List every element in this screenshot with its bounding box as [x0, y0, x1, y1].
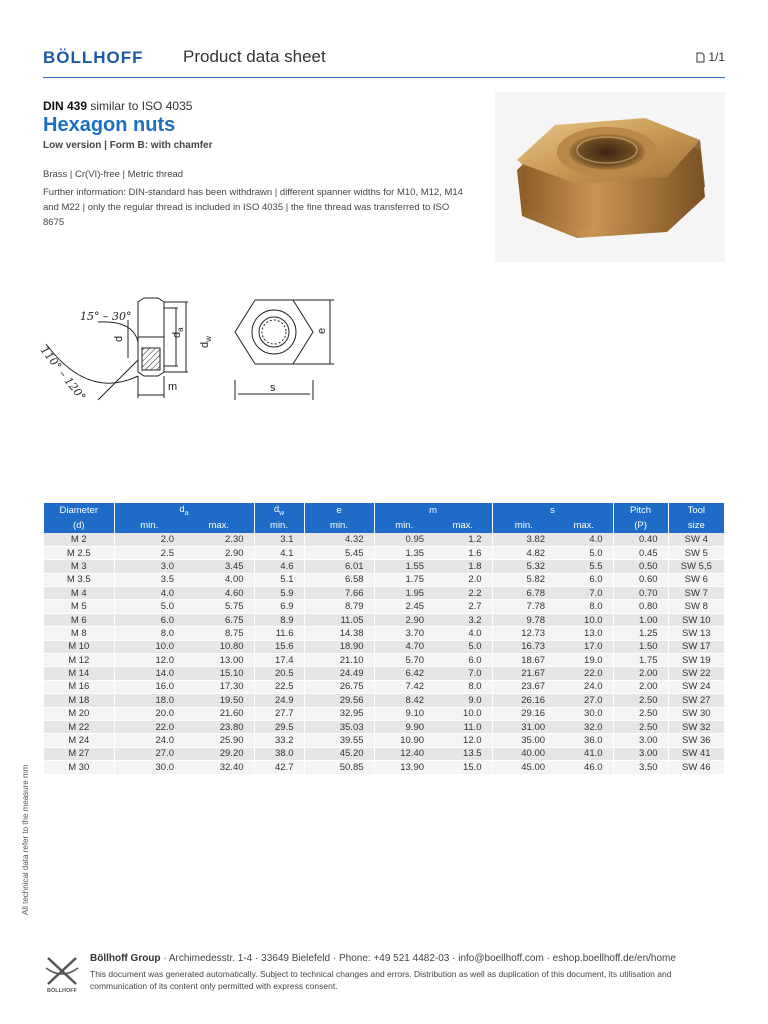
table-cell: M 20 — [44, 707, 114, 720]
table-cell: 13.90 — [374, 761, 434, 774]
table-cell: 24.0 — [555, 680, 613, 693]
table-cell: 7.42 — [374, 680, 434, 693]
product-subtitle: Low version | Form B: with chamfer — [43, 140, 213, 151]
page-indicator — [696, 50, 725, 64]
table-cell: 15.6 — [254, 640, 304, 653]
table-cell: 40.00 — [492, 747, 555, 760]
document-title: Product data sheet — [183, 47, 326, 66]
table-cell: 4.0 — [555, 533, 613, 546]
table-cell: 2.50 — [613, 694, 668, 707]
company-logo: BÖLLHOFF — [43, 48, 144, 67]
table-cell: 20.0 — [114, 707, 184, 720]
table-cell: 7.66 — [304, 587, 374, 600]
table-cell: 4.0 — [114, 587, 184, 600]
table-cell: 7.0 — [434, 667, 492, 680]
table-cell: M 6 — [44, 613, 114, 626]
table-cell: 10.80 — [184, 640, 254, 653]
table-cell: 50.85 — [304, 761, 374, 774]
table-cell: 9.78 — [492, 613, 555, 626]
header-size: size — [668, 518, 724, 533]
table-cell: 22.5 — [254, 680, 304, 693]
table-cell: 7.78 — [492, 600, 555, 613]
table-cell: SW 6 — [668, 573, 724, 586]
table-cell: 2.2 — [434, 587, 492, 600]
product-properties: Brass | Cr(VI)-free | Metric thread — [43, 169, 184, 180]
table-cell: 2.50 — [613, 720, 668, 733]
table-row — [44, 734, 724, 747]
table-cell: 15.0 — [434, 761, 492, 774]
table-cell: SW 7 — [668, 587, 724, 600]
header-e: e — [304, 503, 374, 518]
page-number: 1/1 — [708, 50, 725, 64]
table-cell: 27.0 — [555, 694, 613, 707]
table-cell: 46.0 — [555, 761, 613, 774]
table-cell: 22.0 — [114, 720, 184, 733]
table-cell: 8.0 — [114, 627, 184, 640]
table-row — [44, 640, 724, 653]
table-cell: 27.0 — [114, 747, 184, 760]
label-m: m — [168, 381, 178, 393]
header-da-min: min. — [114, 518, 184, 533]
footer-contact — [90, 953, 676, 964]
table-cell: 8.42 — [374, 694, 434, 707]
table-cell: SW 36 — [668, 734, 724, 747]
table-cell: SW 17 — [668, 640, 724, 653]
table-cell: SW 10 — [668, 613, 724, 626]
table-cell: SW 4 — [668, 533, 724, 546]
table-cell: 2.5 — [114, 546, 184, 559]
table-cell: 10.90 — [374, 734, 434, 747]
table-cell: 11.05 — [304, 613, 374, 626]
measure-note: All technical data refer to the measure mm — [21, 764, 30, 915]
table-cell: 3.0 — [114, 560, 184, 573]
hexagon-nut-image — [495, 92, 725, 262]
table-cell: 2.45 — [374, 600, 434, 613]
table-cell: 35.03 — [304, 720, 374, 733]
table-cell: 1.6 — [434, 546, 492, 559]
table-cell: 4.82 — [492, 546, 555, 559]
table-cell: 32.95 — [304, 707, 374, 720]
product-photo — [495, 92, 725, 262]
table-cell: 32.0 — [555, 720, 613, 733]
table-cell: 3.50 — [613, 761, 668, 774]
table-cell: 42.7 — [254, 761, 304, 774]
table-cell: 6.0 — [434, 654, 492, 667]
header-e-min: min. — [304, 518, 374, 533]
table-cell: 29.16 — [492, 707, 555, 720]
table-cell: 12.0 — [114, 654, 184, 667]
table-cell: 6.78 — [492, 587, 555, 600]
header-d: (d) — [44, 518, 114, 533]
table-cell: 27.7 — [254, 707, 304, 720]
table-cell: 20.5 — [254, 667, 304, 680]
table-cell: 6.0 — [555, 573, 613, 586]
table-cell: 6.58 — [304, 573, 374, 586]
product-title: Hexagon nuts — [43, 114, 176, 136]
table-cell: 23.80 — [184, 720, 254, 733]
table-cell: 35.00 — [492, 734, 555, 747]
table-cell: M 14 — [44, 667, 114, 680]
table-cell: 1.25 — [613, 627, 668, 640]
table-row — [44, 627, 724, 640]
header-m: m — [374, 503, 492, 518]
table-cell: 7.0 — [555, 587, 613, 600]
table-row — [44, 720, 724, 733]
table-cell: M 10 — [44, 640, 114, 653]
table-cell: SW 32 — [668, 720, 724, 733]
table-cell: 5.1 — [254, 573, 304, 586]
table-cell: 0.40 — [613, 533, 668, 546]
table-row — [44, 573, 724, 586]
table-row — [44, 761, 724, 774]
table-cell: 19.50 — [184, 694, 254, 707]
table-cell: 1.75 — [613, 654, 668, 667]
table-cell: 1.8 — [434, 560, 492, 573]
header-da-max: max. — [184, 518, 254, 533]
table-cell: 8.0 — [434, 680, 492, 693]
table-cell: 4.0 — [434, 627, 492, 640]
table-cell: 0.45 — [613, 546, 668, 559]
table-cell: 9.10 — [374, 707, 434, 720]
table-cell: 5.5 — [555, 560, 613, 573]
table-cell: 8.75 — [184, 627, 254, 640]
table-cell: 4.00 — [184, 573, 254, 586]
table-cell: M 2.5 — [44, 546, 114, 559]
table-cell: 6.75 — [184, 613, 254, 626]
table-cell: 45.20 — [304, 747, 374, 760]
table-cell: 5.0 — [434, 640, 492, 653]
angle-label-2: 110° – 120° — [38, 343, 89, 404]
label-d: d — [113, 335, 125, 342]
footer-logo-icon — [42, 954, 82, 994]
table-cell: 10.0 — [555, 613, 613, 626]
table-cell: 1.2 — [434, 533, 492, 546]
table-cell: 1.00 — [613, 613, 668, 626]
table-cell: 6.42 — [374, 667, 434, 680]
footer-logo-text: BÖLLHOFF — [47, 988, 77, 994]
table-cell: 17.30 — [184, 680, 254, 693]
table-cell: 45.00 — [492, 761, 555, 774]
table-cell: 24.0 — [114, 734, 184, 747]
table-cell: 5.32 — [492, 560, 555, 573]
table-cell: M 3 — [44, 560, 114, 573]
table-cell: 23.67 — [492, 680, 555, 693]
table-cell: 2.30 — [184, 533, 254, 546]
table-cell: 13.5 — [434, 747, 492, 760]
further-information: Further information: DIN-standard has been withdrawn | different spanner widths for M10, M12, M14 and M22 | only the regular thread is included in ISO 4035 | the fine thread was transferred to ISO 8675 — [43, 187, 463, 228]
table-cell: 32.40 — [184, 761, 254, 774]
table-cell: 9.90 — [374, 720, 434, 733]
table-cell: 26.16 — [492, 694, 555, 707]
table-cell: 26.75 — [304, 680, 374, 693]
table-cell: 3.5 — [114, 573, 184, 586]
table-row — [44, 667, 724, 680]
table-cell: 21.10 — [304, 654, 374, 667]
table-cell: M 2 — [44, 533, 114, 546]
header-dw-min: min. — [254, 518, 304, 533]
table-row — [44, 587, 724, 600]
label-dw: $d_w$ — [199, 336, 213, 348]
table-cell: SW 5,5 — [668, 560, 724, 573]
table-cell: 18.67 — [492, 654, 555, 667]
page-header — [43, 44, 725, 78]
table-cell: 17.4 — [254, 654, 304, 667]
table-cell: SW 19 — [668, 654, 724, 667]
table-cell: 0.80 — [613, 600, 668, 613]
table-cell: 30.0 — [114, 761, 184, 774]
header-m-max: max. — [434, 518, 492, 533]
header-tool: Tool — [668, 503, 724, 518]
header-s-max: max. — [555, 518, 613, 533]
table-cell: 3.00 — [613, 734, 668, 747]
table-cell: 33.2 — [254, 734, 304, 747]
table-cell: 4.60 — [184, 587, 254, 600]
table-cell: M 27 — [44, 747, 114, 760]
table-cell: 8.9 — [254, 613, 304, 626]
table-cell: 39.55 — [304, 734, 374, 747]
angle-label-1: 15° – 30° — [80, 310, 132, 323]
table-cell: 30.0 — [555, 707, 613, 720]
table-cell: M 16 — [44, 680, 114, 693]
table-cell: 5.70 — [374, 654, 434, 667]
header-s: s — [492, 503, 613, 518]
table-body — [44, 533, 724, 774]
table-cell: M 18 — [44, 694, 114, 707]
table-cell: 12.40 — [374, 747, 434, 760]
table-cell: 2.90 — [374, 613, 434, 626]
table-cell: SW 8 — [668, 600, 724, 613]
table-cell: M 5 — [44, 600, 114, 613]
table-cell: SW 22 — [668, 667, 724, 680]
table-cell: 2.7 — [434, 600, 492, 613]
table-cell: 11.6 — [254, 627, 304, 640]
table-cell: M 12 — [44, 654, 114, 667]
table-cell: 6.0 — [114, 613, 184, 626]
technical-drawing — [38, 290, 348, 410]
table-cell: 21.60 — [184, 707, 254, 720]
label-e: e — [316, 327, 328, 334]
table-cell: 19.0 — [555, 654, 613, 667]
table-cell: 5.9 — [254, 587, 304, 600]
table-row — [44, 694, 724, 707]
table-cell: 2.90 — [184, 546, 254, 559]
table-cell: 22.0 — [555, 667, 613, 680]
table-cell: 4.32 — [304, 533, 374, 546]
table-cell: SW 27 — [668, 694, 724, 707]
table-cell: 18.0 — [114, 694, 184, 707]
table-cell: 14.38 — [304, 627, 374, 640]
table-row — [44, 747, 724, 760]
table-cell: 2.0 — [114, 533, 184, 546]
table-cell: SW 5 — [668, 546, 724, 559]
standard-line — [43, 99, 192, 113]
table-row — [44, 533, 724, 546]
table-cell: 29.5 — [254, 720, 304, 733]
table-cell: 1.55 — [374, 560, 434, 573]
table-cell: 12.0 — [434, 734, 492, 747]
table-cell: 1.50 — [613, 640, 668, 653]
table-cell: 41.0 — [555, 747, 613, 760]
table-cell: 31.00 — [492, 720, 555, 733]
label-s: s — [270, 382, 276, 394]
table-cell: 4.1 — [254, 546, 304, 559]
table-cell: 3.00 — [613, 747, 668, 760]
header-da: $d_a$ — [114, 503, 254, 518]
table-cell: 15.10 — [184, 667, 254, 680]
dimension-table — [44, 503, 724, 775]
table-cell: 10.0 — [114, 640, 184, 653]
table-cell: 25.90 — [184, 734, 254, 747]
table-cell: 3.45 — [184, 560, 254, 573]
table-cell: 24.49 — [304, 667, 374, 680]
table-cell: 4.6 — [254, 560, 304, 573]
table-cell: SW 41 — [668, 747, 724, 760]
table-cell: 5.45 — [304, 546, 374, 559]
header-p: (P) — [613, 518, 668, 533]
header-s-min: min. — [492, 518, 555, 533]
footer-company: Böllhoff Group — [90, 953, 161, 964]
table-cell: 17.0 — [555, 640, 613, 653]
table-cell: 1.95 — [374, 587, 434, 600]
table-cell: 6.01 — [304, 560, 374, 573]
table-cell: 13.00 — [184, 654, 254, 667]
table-cell: 16.0 — [114, 680, 184, 693]
standard-code: DIN 439 — [43, 99, 88, 113]
table-cell: 16.73 — [492, 640, 555, 653]
table-cell: 0.50 — [613, 560, 668, 573]
table-cell: 14.0 — [114, 667, 184, 680]
table-row — [44, 600, 724, 613]
table-row — [44, 546, 724, 559]
table-cell: M 24 — [44, 734, 114, 747]
table-cell: SW 46 — [668, 761, 724, 774]
table-row — [44, 560, 724, 573]
header-m-min: min. — [374, 518, 434, 533]
header-dw: $d_w$ — [254, 503, 304, 518]
dimensions-table — [44, 503, 724, 775]
table-cell: 5.75 — [184, 600, 254, 613]
table-cell: 5.0 — [555, 546, 613, 559]
table-cell: 3.70 — [374, 627, 434, 640]
table-cell: 5.82 — [492, 573, 555, 586]
footer-disclaimer: This document was generated automatically. Subject to technical changes and errors. Distribution as well as duplication of this document, its utilisation and communication of its content only permitted with express consent. — [90, 969, 672, 991]
label-da: $d_a$ — [171, 327, 185, 338]
table-cell: 24.9 — [254, 694, 304, 707]
table-cell: 2.0 — [434, 573, 492, 586]
dimension-drawing — [38, 290, 348, 410]
table-cell: 2.00 — [613, 667, 668, 680]
table-cell: SW 30 — [668, 707, 724, 720]
header-pitch: Pitch — [613, 503, 668, 518]
table-cell: 6.9 — [254, 600, 304, 613]
table-row — [44, 707, 724, 720]
table-row — [44, 654, 724, 667]
table-cell: M 30 — [44, 761, 114, 774]
table-cell: 12.73 — [492, 627, 555, 640]
table-cell: 3.2 — [434, 613, 492, 626]
table-cell: 5.0 — [114, 600, 184, 613]
table-cell: 8.79 — [304, 600, 374, 613]
table-cell: 21.67 — [492, 667, 555, 680]
table-cell: 1.75 — [374, 573, 434, 586]
table-header-row-1 — [44, 503, 724, 518]
table-cell: 1.35 — [374, 546, 434, 559]
table-cell: 0.70 — [613, 587, 668, 600]
table-row — [44, 680, 724, 693]
table-cell: 9.0 — [434, 694, 492, 707]
table-cell: 13.0 — [555, 627, 613, 640]
table-cell: 36.0 — [555, 734, 613, 747]
similar-standard: similar to ISO 4035 — [90, 99, 193, 113]
document-page-icon — [696, 52, 705, 63]
table-cell: 8.0 — [555, 600, 613, 613]
table-row — [44, 613, 724, 626]
table-cell: 0.60 — [613, 573, 668, 586]
table-cell: 11.0 — [434, 720, 492, 733]
table-header-row-2 — [44, 518, 724, 533]
table-cell: M 8 — [44, 627, 114, 640]
table-cell: 0.95 — [374, 533, 434, 546]
table-cell: 29.20 — [184, 747, 254, 760]
table-cell: 2.50 — [613, 707, 668, 720]
table-cell: 29.56 — [304, 694, 374, 707]
table-cell: M 4 — [44, 587, 114, 600]
table-cell: 3.1 — [254, 533, 304, 546]
table-cell: SW 13 — [668, 627, 724, 640]
table-cell: 10.0 — [434, 707, 492, 720]
table-cell: 4.70 — [374, 640, 434, 653]
table-cell: 3.82 — [492, 533, 555, 546]
table-cell: SW 24 — [668, 680, 724, 693]
footer-address: · Archimedesstr. 1-4 · 33649 Bielefeld · Phone: +49 521 4482-03 · info@boellhoff.com · eshop.boellhoff.de/en/home — [160, 953, 676, 964]
table-cell: 2.00 — [613, 680, 668, 693]
table-cell: 18.90 — [304, 640, 374, 653]
table-cell: M 3.5 — [44, 573, 114, 586]
header-diameter: Diameter — [44, 503, 114, 518]
table-cell: M 22 — [44, 720, 114, 733]
table-cell: 38.0 — [254, 747, 304, 760]
